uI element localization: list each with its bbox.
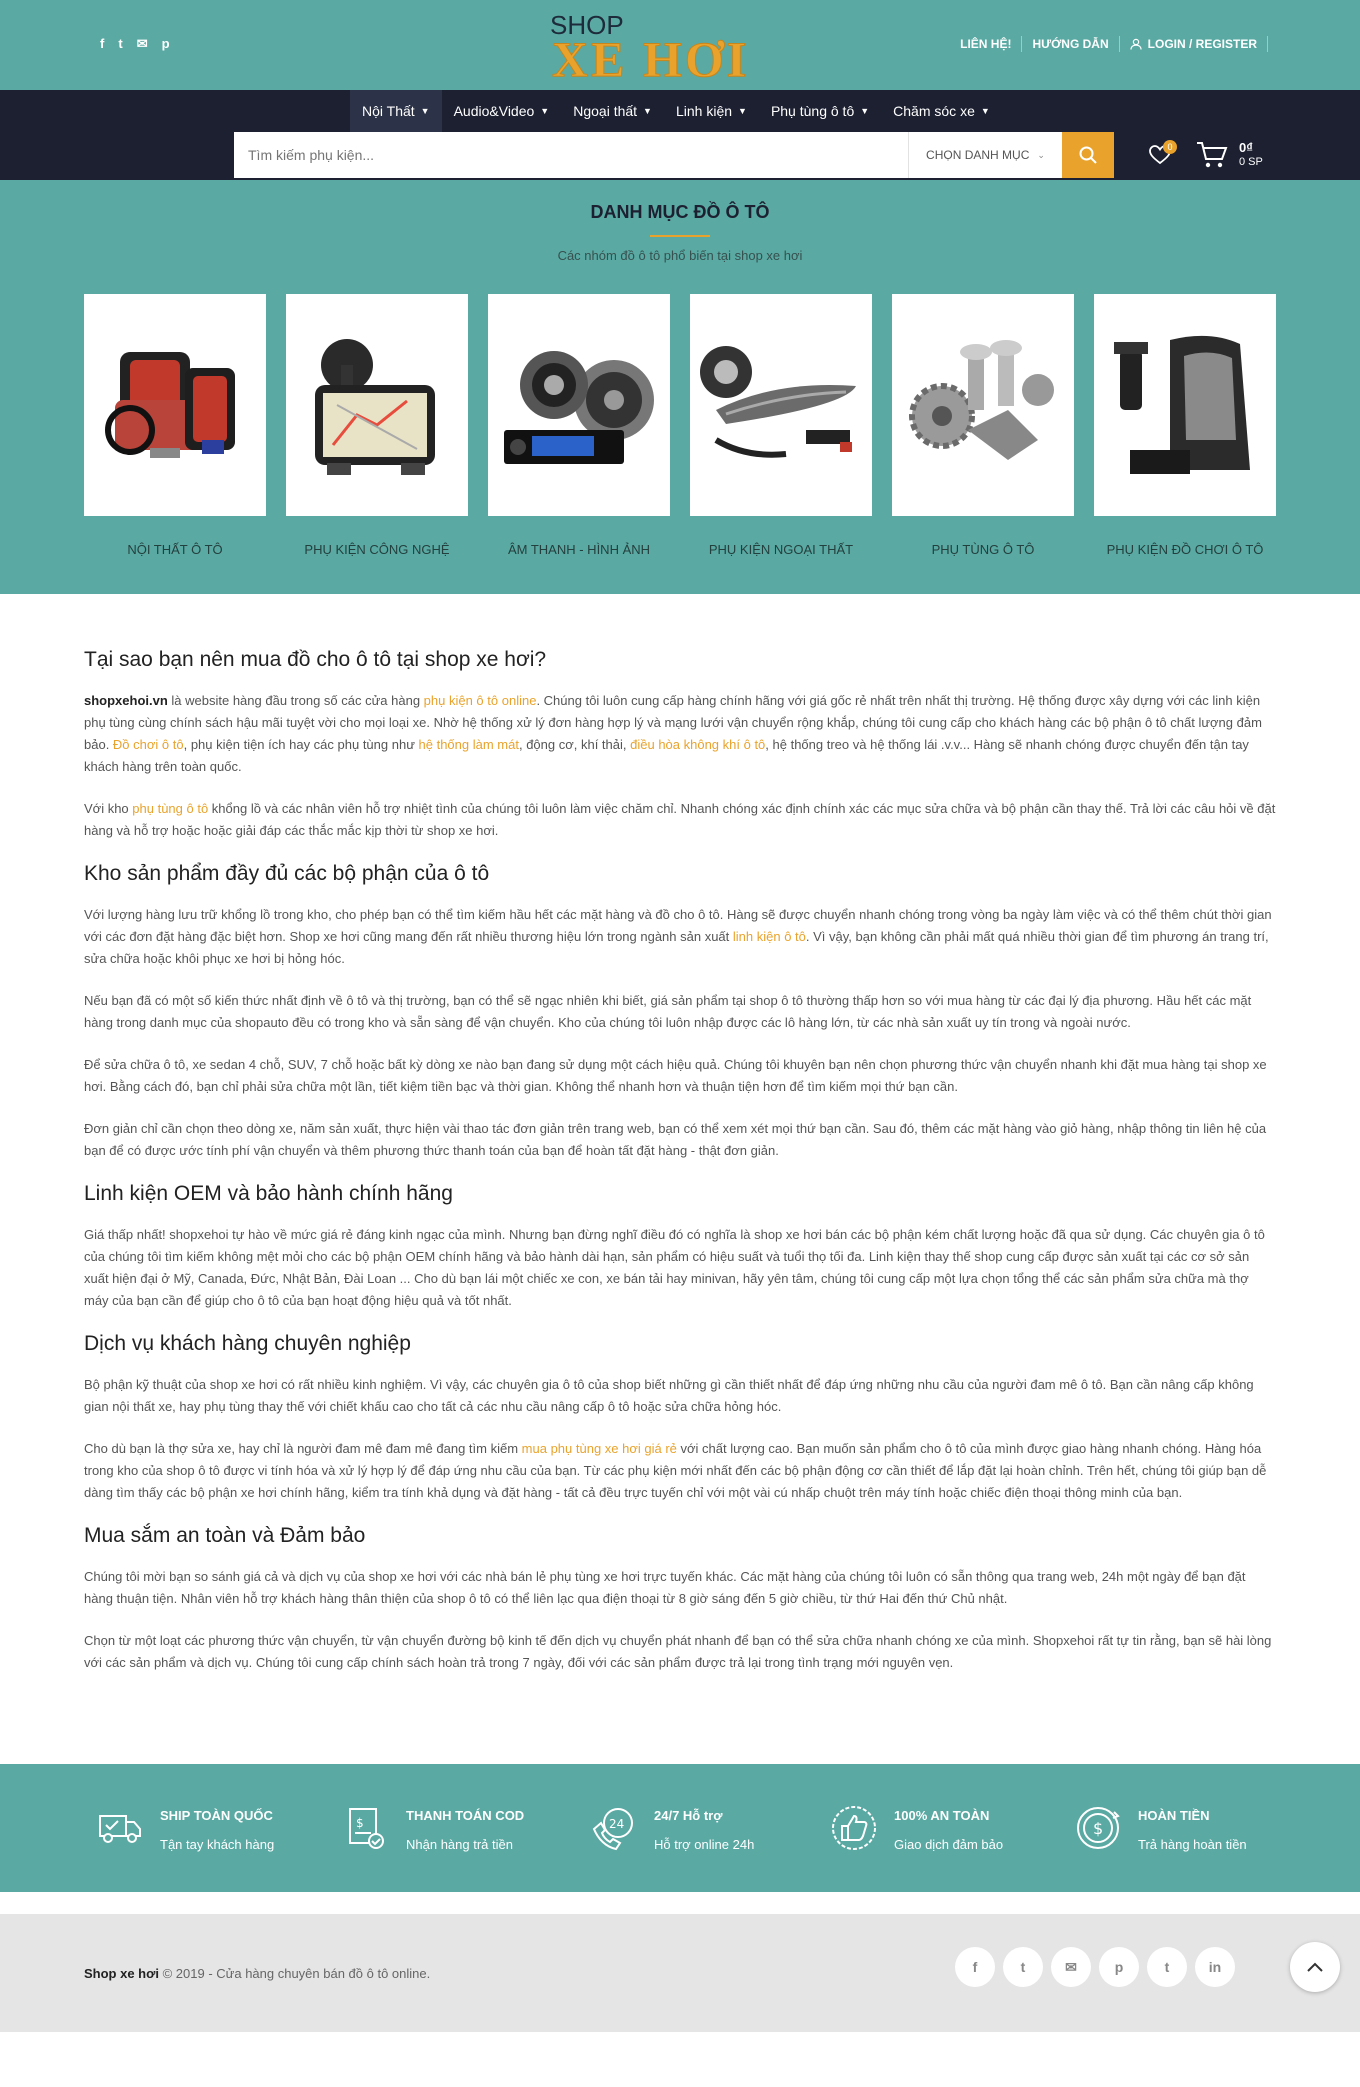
support-24-icon <box>590 1804 638 1852</box>
article-paragraph: Để sửa chữa ô tô, xe sedan 4 chỗ, SUV, 7 chỗ hoặc bất kỳ dòng xe nào bạn đang sử dụng một cách hiệu quả. Chúng tôi khuyên bạn nên chọn phương thức vận chuyển nhanh khi đặt mua hàng tại shop xe hơi. Bằng cách đó, bạn chỉ phải sửa chữa một lần, tiết kiệm tiền bạc và thời gian. Không thể nhanh hơn và thuận tiện hơn để tìm kiếm mọi thứ bạn cần. <box>84 1057 1267 1094</box>
text: . Chúng tôi luôn cung cấp hàng chính hãng với giá gốc rẻ nhất trên nhất thị trường. Hệ thống được xây dựng với các linh kiện phụ tùng cùng chính sách hậu mãi tuyệt vời cho mọi loại xe. Nhờ hệ thống xử lý đơn hàng hợp lý và mạng lưới vận chuyển rộng khắp, chúng tôi cung cấp cho khách hàng các bộ phận ô tô chất lượng đảm bảo. <box>84 693 1262 752</box>
menu-item-ngoai-that[interactable] <box>561 90 664 132</box>
wishlist-count-badge: 0 <box>1163 140 1177 154</box>
roof-box-image[interactable] <box>690 294 872 516</box>
feature-title: 100% AN TOÀN <box>894 1808 990 1823</box>
email-icon[interactable]: ✉ <box>136 36 148 51</box>
facebook-icon[interactable]: f <box>955 1947 995 1987</box>
category-card-noi-that[interactable] <box>84 294 266 557</box>
category-label[interactable]: PHỤ KIỆN NGOẠI THẤT <box>708 542 854 557</box>
feature-title: 24/7 Hỗ trợ <box>654 1808 723 1823</box>
inline-link[interactable]: hệ thống làm mát <box>418 737 519 752</box>
inline-link[interactable]: phụ tùng ô tô <box>132 801 209 816</box>
chevron-up-icon <box>1306 1961 1324 1973</box>
text: Cho dù bạn là thợ sửa xe, hay chỉ là người đam mê đam mê đang tìm kiếm <box>84 1441 522 1456</box>
article-heading: Tại sao bạn nên mua đồ cho ô tô tại shop xe hơi? <box>84 648 547 671</box>
menu-item-noi-that[interactable] <box>350 90 442 132</box>
search-button[interactable] <box>1062 132 1114 178</box>
caret-down-icon: ▼ <box>860 106 870 116</box>
article-paragraph <box>84 1438 1276 1504</box>
menu-label: Chăm sóc xe <box>893 103 975 119</box>
article-heading: Kho sản phẩm đầy đủ các bộ phận của ô tô <box>84 862 490 885</box>
scroll-to-top-button[interactable] <box>1290 1942 1340 1992</box>
category-label[interactable]: PHỤ TÙNG Ô TÔ <box>931 542 1035 557</box>
footer-social-links <box>955 1947 1235 1987</box>
pinterest-icon[interactable]: p <box>1099 1947 1139 1987</box>
site-name: shopxehoi.vn <box>84 693 168 708</box>
category-label[interactable]: PHỤ KIỆN ĐỒ CHƠI Ô TÔ <box>1106 542 1264 557</box>
feature-shipping <box>96 1804 274 1852</box>
article-paragraph <box>84 904 1276 970</box>
article-paragraph: Giá thấp nhất! shopxehoi tự hào về mức giá rẻ đáng kinh ngạc của mình. Nhưng bạn đừng nghĩ điều đó có nghĩa là shop xe hơi bán các bộ phận kém chất lượng hoặc đã qua sử dụng. Các chuyên gia ô tô của chúng tôi tìm kiếm không mệt mỏi cho các bộ phận OEM chính hãng và bảo hành dài hạn, sản phẩm có hiệu suất và tuổi thọ tối đa. Linh kiện thay thế shop cung cấp được sản xuất tại các cơ sở sản xuất hiện đại ở Mỹ, Canada, Đức, Nhật Bản, Đài Loan ... Cho dù bạn lái một chiếc xe con, xe bán tải hay minivan, hãy yên tâm, chúng tôi cung cấp một lựa chọn tổng thể các sản phẩm sửa chữa mà thợ máy của bạn cần để giúp cho ô tô của bạn hoạt động hiệu quả và tốt nhất. <box>84 1227 1265 1308</box>
inline-link[interactable]: điều hòa không khí ô tô <box>630 737 766 752</box>
cart-amount: 0₫ <box>1239 140 1253 155</box>
divider <box>1119 36 1120 52</box>
text: , hệ thống treo và hệ thống lái .v.v... Hàng sẽ nhanh chóng được chuyển đến tận tay khách hàng trên toàn quốc. <box>84 737 1249 774</box>
article-paragraph: Chúng tôi mời bạn so sánh giá cả và dịch vụ của shop xe hơi với các nhà bán lẻ phụ tùng xe hơi trực tuyến khác. Các mặt hàng của chúng tôi luôn có sẵn thông qua trang web, 24h một ngày để bạn đặt hàng thuận tiện. Nhân viên hỗ trợ khách hàng thân thiện của shop ô tô có thể liên lạc qua điện thoại từ 8 giờ sáng đến 5 giờ chiều, từ thứ Hai đến thứ Chủ nhật. <box>84 1569 1246 1606</box>
logo-shop-text: SHOP <box>550 10 624 40</box>
text: là website hàng đầu trong số các cửa hàng <box>167 693 424 708</box>
features-bar <box>0 1764 1360 1892</box>
feature-subtitle: Tận tay khách hàng <box>160 1837 275 1852</box>
divider <box>1267 36 1268 52</box>
copyright-text <box>84 1966 430 1981</box>
header-links <box>960 36 1278 52</box>
caret-down-icon: ▼ <box>980 106 990 116</box>
article-paragraph: Bộ phận kỹ thuật của shop xe hơi có rất nhiều kinh nghiệm. Vì vậy, các chuyên gia ô tô của shop biết những gì cần thiết nhất để đáp ứng những nhu cầu của người đam mê ô tô. Bạn cần nâng cấp không gian nội thất xe, hay phụ tùng thay thế với chiết khấu cao cho tất cả các nhu cầu nâng cấp ô tô hoặc sửa chữa hỏng hóc. <box>84 1377 1254 1414</box>
header-social-links <box>100 36 170 52</box>
text: , động cơ, khí thải, <box>518 737 631 752</box>
text: với chất lượng cao. Bạn muốn sản phẩm cho ô tô của mình được giao hàng nhanh chóng. Hàng hóa trong kho của shop ô tô được vi tính hóa và xử lý hợp lý để đáp ứng nhu cầu của bạn. Từ các phụ kiện mới nhất đến các bộ phận động cơ cần thiết để lắp đặt lại hoàn chỉnh. Trên hết, chúng tôi giúp bạn dễ dàng tìm thấy các bộ phận xe hơi chính hãng, kiểm tra tính khả dụng và đặt hàng - tất cả đều trực tuyến chỉ với một vài cú nhấp chuột trên máy tính hoặc chiếc điện thoại thông minh của bạn. <box>84 1441 1267 1500</box>
menu-item-cham-soc-xe[interactable] <box>881 90 1002 132</box>
cart-button[interactable] <box>1195 140 1229 170</box>
user-icon <box>1130 38 1142 50</box>
site-logo[interactable] <box>550 10 810 87</box>
cart-icon <box>1196 141 1228 169</box>
article-heading: Linh kiện OEM và bảo hành chính hãng <box>84 1182 453 1205</box>
category-card-am-thanh[interactable] <box>488 294 670 557</box>
svg-text:$: $ <box>356 1816 364 1830</box>
article-paragraph: Nếu bạn đã có một số kiến thức nhất định về ô tô và thị trường, bạn có thể sẽ ngạc nhiên khi biết, giá sản phẩm tại shop ô tô thường thấp hơn so với mua hàng từ các đại lý địa phương. Hầu hết các mặt hàng trong danh mục của shopauto đều có trong kho và sẵn sàng để vận chuyển. Kho của chúng tôi luôn nhập được các lô hàng lớn, từ các nhà sản xuất uy tín trong và ngoài nước. <box>84 993 1252 1030</box>
feature-subtitle: Giao dịch đảm bảo <box>894 1837 1004 1852</box>
category-label[interactable]: ÂM THANH - HÌNH ẢNH <box>507 542 651 557</box>
menu-item-audio-video[interactable] <box>442 90 562 132</box>
menu-label: Ngoại thất <box>573 103 638 119</box>
contact-link[interactable]: LIÊN HỆ! <box>960 37 1012 51</box>
feature-title: HOÀN TIỀN <box>1138 1808 1210 1823</box>
feature-support <box>590 1804 754 1852</box>
search-input[interactable] <box>234 132 908 178</box>
category-card-phu-tung[interactable] <box>892 294 1074 557</box>
text: khổng lồ và các nhân viên hỗ trợ nhiệt tình của chúng tôi luôn làm việc chăm chỉ. Nhanh chóng xác định chính xác các mục sửa chữa và bộ phận cần thay thế. Trả lời các câu hỏi về đặt hàng và hỗ trợ hoặc hoặc giải đáp các thắc mắc kịp thời từ shop xe hơi. <box>84 801 1276 838</box>
feature-subtitle: Nhận hàng trả tiền <box>406 1837 513 1852</box>
category-section-title: DANH MỤC ĐỒ Ô TÔ <box>590 202 770 222</box>
cart-count: 0 SP <box>1239 156 1263 168</box>
caret-down-icon: ▼ <box>738 106 747 116</box>
menu-label: Linh kiện <box>675 103 733 119</box>
inline-link[interactable]: mua phụ tùng xe hơi giá rẻ <box>521 1441 677 1456</box>
child-seat-image[interactable] <box>1094 294 1276 516</box>
menu-item-linh-kien[interactable] <box>664 90 759 132</box>
svg-text:24: 24 <box>609 1817 625 1831</box>
feature-title: THANH TOÁN COD <box>406 1808 525 1823</box>
feature-subtitle: Trả hàng hoàn tiền <box>1138 1837 1247 1852</box>
article-heading: Dịch vụ khách hàng chuyên nghiệp <box>84 1332 411 1355</box>
phone-holder-image[interactable] <box>286 294 468 516</box>
engine-parts-image[interactable] <box>892 294 1074 516</box>
category-label[interactable]: NỘI THẤT Ô TÔ <box>127 542 223 557</box>
category-select-label: CHỌN DANH MỤC <box>926 148 1030 162</box>
inline-link[interactable]: phụ kiện ô tô online <box>423 693 537 708</box>
caret-down-icon: ▼ <box>540 106 550 116</box>
top-header <box>0 0 1360 90</box>
search-icon <box>1078 145 1098 165</box>
svg-text:$: $ <box>1093 1819 1104 1838</box>
category-label[interactable]: PHỤ KIỆN CÔNG NGHỆ <box>304 542 450 557</box>
article-paragraph <box>84 798 1276 842</box>
menu-item-phu-tung[interactable] <box>759 90 881 132</box>
twitter-icon[interactable]: t <box>1003 1947 1043 1987</box>
caret-down-icon: ▼ <box>643 106 652 116</box>
text: Với kho <box>84 801 133 816</box>
search-bar <box>234 132 1114 178</box>
truck-icon <box>96 1804 144 1852</box>
title-underline <box>650 235 710 237</box>
text: Với lượng hàng lưu trữ khổng lồ trong kho, cho phép bạn có thể tìm kiếm hầu hết các mặt hàng và đồ cho ô tô. Hàng sẽ được chuyển nhanh chóng trong vòng ba ngày làm việc và có thể thêm chút thời gian với các đơn đặt hàng đặc biệt hơn. Shop xe hơi cũng mang đến rất nhiều thương hiệu lớn trong ngành sản xuất <box>84 907 1272 944</box>
twitter-icon[interactable]: t <box>118 36 123 51</box>
feature-safe <box>830 1804 1003 1852</box>
feature-refund <box>1074 1804 1247 1852</box>
main-navbar <box>0 90 1360 180</box>
login-register-link[interactable]: LOGIN / REGISTER <box>1147 37 1257 51</box>
cart-summary[interactable] <box>1239 140 1263 170</box>
inline-link[interactable]: linh kiện ô tô <box>732 929 806 944</box>
menu-label: Audio&Video <box>453 103 535 119</box>
feature-title: SHIP TOÀN QUỐC <box>160 1808 273 1823</box>
logo-main-text: XE HƠI <box>552 31 750 87</box>
email-icon[interactable]: ✉ <box>1051 1947 1091 1987</box>
feature-subtitle: Hỗ trợ online 24h <box>654 1837 755 1852</box>
chevron-down-icon: ⌄ <box>1037 149 1045 160</box>
category-cards <box>84 294 1276 557</box>
category-card-ngoai-that[interactable] <box>690 294 872 557</box>
category-section <box>0 180 1360 594</box>
text: . Vì vậy, bạn không cần phải mất quá nhiều thời gian để tìm phương án trang trí, sửa chữa hoặc khôi phục xe hơi bị hỏng hóc. <box>84 929 1269 966</box>
category-card-do-choi[interactable] <box>1094 294 1276 557</box>
guide-link[interactable]: HƯỚNG DẪN <box>1032 37 1109 51</box>
category-select[interactable] <box>908 132 1062 178</box>
main-menu <box>350 90 1002 132</box>
article-paragraph <box>84 690 1276 778</box>
menu-label: Phụ tùng ô tô <box>770 103 855 119</box>
menu-label: Nội Thất <box>362 103 415 119</box>
caret-down-icon: ▼ <box>420 106 430 116</box>
feature-cod <box>342 1804 524 1852</box>
copyright-line: © 2019 - Cửa hàng chuyên bán đồ ô tô online. <box>158 1966 431 1981</box>
category-card-cong-nghe[interactable] <box>286 294 468 557</box>
thumbs-up-icon <box>830 1804 878 1852</box>
tumblr-icon[interactable]: t <box>1147 1947 1187 1987</box>
facebook-icon[interactable]: f <box>100 36 105 51</box>
header-actions <box>1145 132 1263 178</box>
text: , phụ kiện tiện ích hay các phụ tùng như <box>183 737 419 752</box>
car-audio-image[interactable] <box>488 294 670 516</box>
inline-link[interactable]: Đồ chơi ô tô <box>112 737 184 752</box>
divider <box>1021 36 1022 52</box>
money-back-icon <box>1074 1804 1122 1852</box>
seo-article <box>0 594 1360 1764</box>
wishlist-button[interactable] <box>1145 140 1175 170</box>
article-heading: Mua sắm an toàn và Đảm bảo <box>84 1524 366 1547</box>
invoice-icon <box>342 1804 390 1852</box>
article-paragraph: Đơn giản chỉ cần chọn theo dòng xe, năm sản xuất, thực hiện vài thao tác đơn giản trên trang web, bạn có thể xem xét mọi thứ bạn cần. Sau đó, thêm các mặt hàng vào giỏ hàng, nhập thông tin liên hệ của bạn để có được ước tính phí vận chuyển và thêm phương thức thanh toán của bạn để hoàn tất đặt hàng - thật đơn giản. <box>84 1121 1267 1158</box>
pinterest-icon[interactable]: p <box>161 36 170 51</box>
linkedin-icon[interactable]: in <box>1195 1947 1235 1987</box>
footer-brand[interactable]: Shop xe hơi <box>84 1966 159 1981</box>
car-seat-covers-image[interactable] <box>84 294 266 516</box>
site-footer <box>0 1914 1360 2032</box>
category-section-subtitle: Các nhóm đồ ô tô phổ biến tại shop xe hơi <box>557 248 803 263</box>
article-paragraph: Chọn từ một loạt các phương thức vận chuyển, từ vận chuyển đường bộ kinh tế đến dịch vụ chuyển phát nhanh để bạn có thể sửa chữa nhanh chóng xe của mình. Shopxehoi rất tự tin rằng, bạn sẽ hài lòng với các sản phẩm và dịch vụ. Chúng tôi cung cấp chính sách hoàn trả trong 7 ngày, đối với các sản phẩm được trả lại trong tình trạng mới nguyên vẹn. <box>84 1633 1272 1670</box>
